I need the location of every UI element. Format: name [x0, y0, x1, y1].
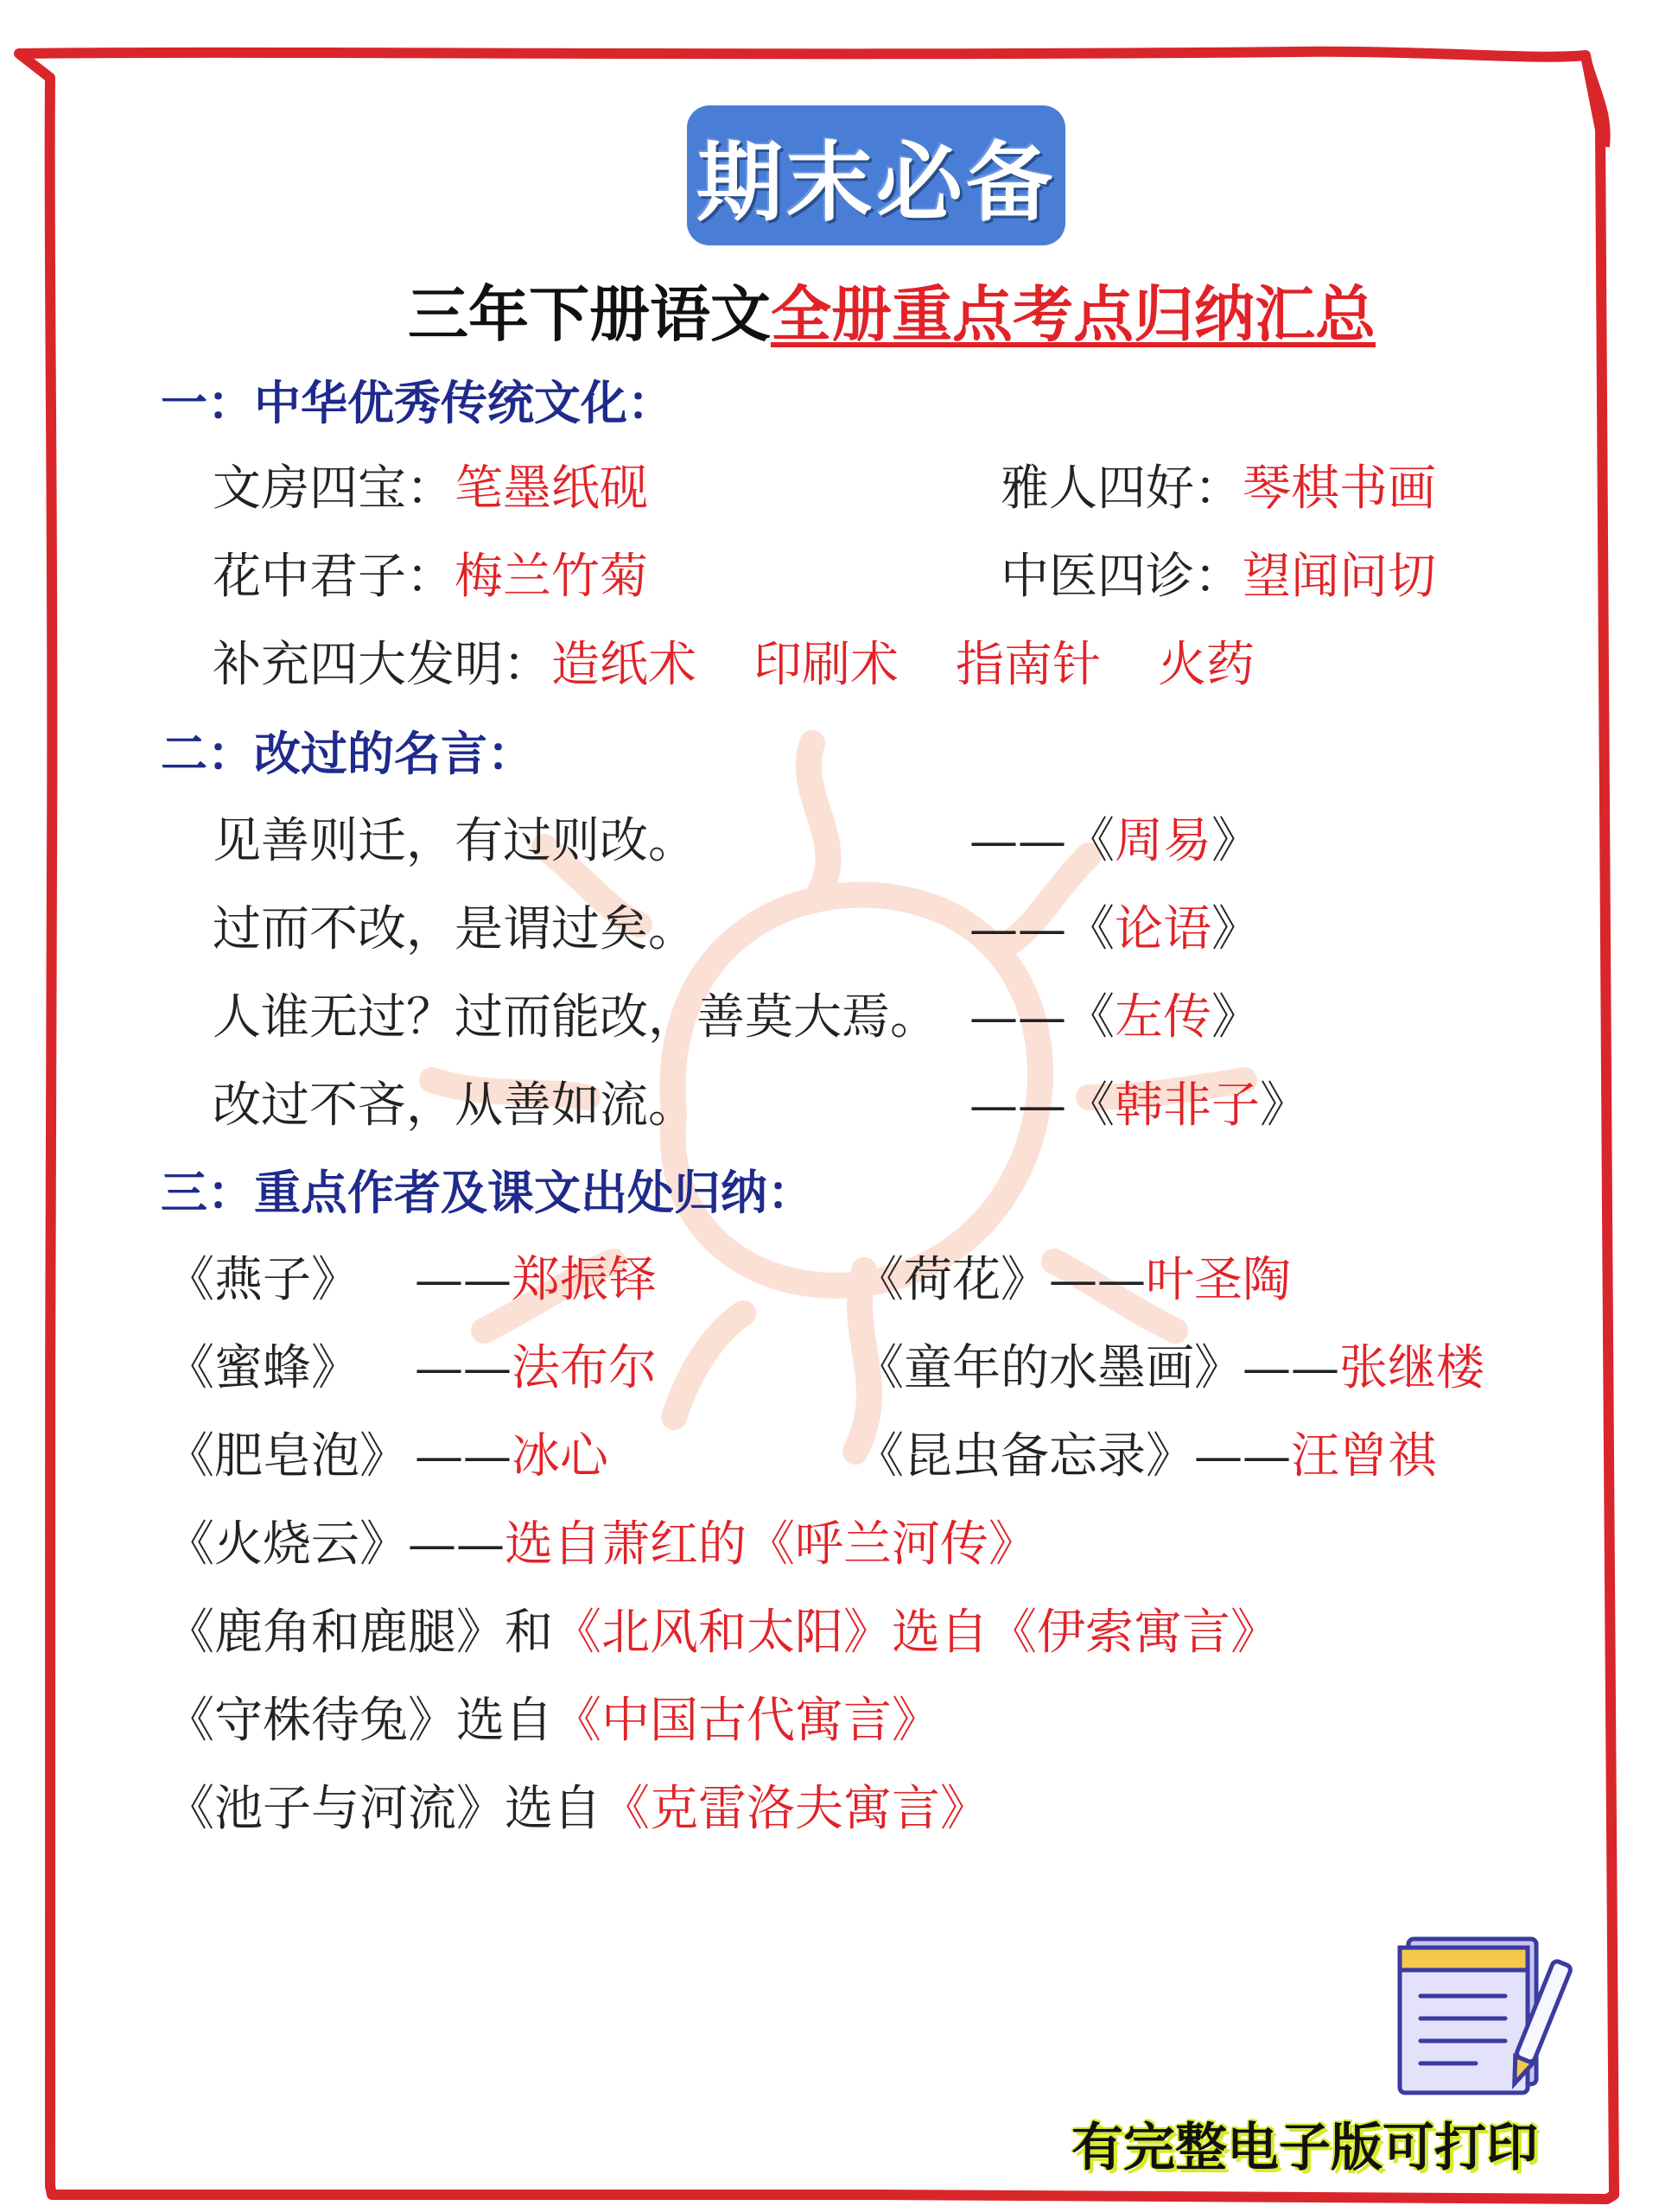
notepad-pen-icon — [1393, 1929, 1609, 2101]
culture-value: 笔墨纸砚 — [454, 461, 648, 517]
quote-source: ——《左传》 — [969, 989, 1260, 1046]
lesson-title: 《燕子》 — [166, 1252, 359, 1308]
quote-source: ——《韩非子》 — [969, 1077, 1308, 1134]
source-line: 《池子与河流》选自《克雷洛夫寓言》 — [166, 1781, 988, 1837]
quote-book: 韩非子 — [1115, 1077, 1260, 1134]
author-item — [855, 1338, 1484, 1400]
final-exam-badge — [687, 105, 1065, 245]
quote-book: 周易 — [1115, 813, 1211, 869]
culture-item — [1001, 546, 1436, 608]
quote-row — [213, 987, 938, 1049]
invention-item: 火药 — [1158, 637, 1255, 693]
lesson-title: 《蜜蜂》 — [166, 1340, 359, 1396]
author-item: 《燕子》 ——郑振铎 — [166, 1249, 657, 1312]
culture-item — [1001, 458, 1436, 520]
quote-book: 论语 — [1115, 901, 1211, 957]
author-name: 冰心 — [512, 1428, 608, 1484]
section-1-heading: 一：中华优秀传统文化： — [161, 376, 674, 430]
author-item — [855, 1426, 1436, 1488]
culture-item — [213, 458, 648, 520]
section-3-heading: 三：重点作者及课文出处归纳： — [161, 1166, 814, 1220]
author-item — [855, 1249, 1291, 1312]
quote-source: ——《论语》 — [969, 901, 1260, 957]
culture-value: 望闻问切 — [1243, 549, 1436, 605]
culture-label: 中医四诊： — [1001, 549, 1243, 605]
author-name: 叶圣陶 — [1146, 1252, 1291, 1308]
lesson-title: 《肥皂泡》 — [166, 1428, 408, 1484]
source-line: 《守株待兔》选自《中国古代寓言》 — [166, 1693, 940, 1749]
quote-row — [213, 1075, 696, 1137]
inventions-label: 补充四大发明： — [213, 637, 551, 693]
culture-item — [213, 546, 648, 608]
quote-text: 过而不改，是谓过矣。 — [213, 901, 696, 957]
author-name: 郑振铎 — [512, 1252, 657, 1308]
badge-text: 期末必备 — [696, 132, 1056, 233]
source-text: 《中国古代寓言》 — [553, 1693, 940, 1749]
section-2-heading: 二：改过的名言： — [161, 727, 534, 781]
culture-label: 雅人四好： — [1001, 461, 1243, 517]
invention-item: 印刷术 — [753, 637, 899, 693]
page-title — [408, 275, 1376, 354]
printable-version-note: 有完整电子版可打印 — [1071, 2118, 1538, 2178]
culture-value: 琴棋书画 — [1243, 461, 1436, 517]
inventions-row — [213, 634, 1255, 696]
source-text: 《北风和太阳》选自《伊索寓言》 — [553, 1605, 1279, 1661]
culture-label: 花中君子： — [213, 549, 454, 605]
author-name: 张继楼 — [1339, 1340, 1484, 1396]
quote-text: 见善则迁，有过则改。 — [213, 813, 696, 869]
title-summary: 全册重点考点归纳汇总 — [771, 279, 1376, 350]
author-name: 法布尔 — [512, 1340, 657, 1396]
author-item: 《肥皂泡》 ——冰心 — [166, 1426, 608, 1488]
lesson-title: 《童年的水墨画》—— — [855, 1340, 1339, 1396]
invention-item: 指南针 — [956, 637, 1101, 693]
lesson-title: 《荷花》—— — [855, 1252, 1146, 1308]
quote-text: 改过不吝，从善如流。 — [213, 1077, 696, 1134]
quote-source: ——《周易》 — [969, 813, 1260, 869]
invention-item: 造纸术 — [551, 637, 696, 693]
source-line: 《火烧云》——选自萧红的《呼兰河传》 — [166, 1516, 1037, 1573]
source-line: 《鹿角和鹿腿》和《北风和太阳》选自《伊索寓言》 — [166, 1605, 1279, 1661]
quote-book: 左传 — [1115, 989, 1211, 1046]
quote-row — [213, 899, 696, 961]
title-grade-subject: 三年下册语文 — [408, 279, 771, 350]
source-text: 《克雷洛夫寓言》 — [601, 1781, 988, 1837]
source-text: 选自萧红的《呼兰河传》 — [505, 1516, 1037, 1573]
quote-row — [213, 810, 696, 873]
author-item: 《蜜蜂》 ——法布尔 — [166, 1338, 657, 1400]
culture-label: 文房四宝： — [213, 461, 454, 517]
lesson-title: 《昆虫备忘录》—— — [855, 1428, 1291, 1484]
author-name: 汪曾祺 — [1291, 1428, 1436, 1484]
culture-value: 梅兰竹菊 — [454, 549, 648, 605]
quote-text: 人谁无过？过而能改，善莫大焉。 — [213, 989, 938, 1046]
